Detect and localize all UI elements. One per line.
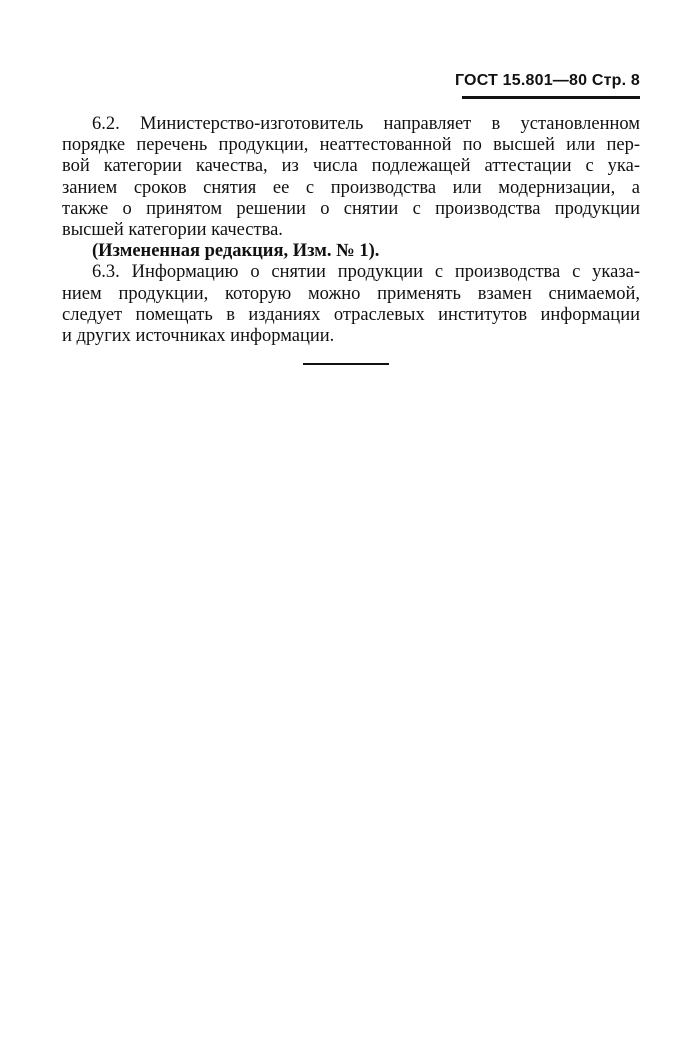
paragraph-line: занием сроков снятия ее с производства или модернизации, а: [62, 177, 640, 198]
paragraph-line: 6.3. Информацию о снятии продукции с производства с указа-: [92, 262, 640, 283]
paragraph-line: порядке перечень продукции, неаттестованной по высшей или пер-: [62, 135, 640, 156]
paragraph-line: высшей категории качества.: [62, 220, 283, 241]
paragraph-line: 6.2. Министерство-изготовитель направляет в установленном: [92, 114, 640, 134]
paragraph-line: следует помещать в изданиях отраслевых институтов информации: [62, 304, 640, 325]
paragraph-line: и других источниках информации.: [62, 326, 335, 347]
paragraph-line: нием продукции, которую можно применять взамен снимаемой,: [62, 283, 640, 304]
header-rule: [462, 96, 640, 99]
amendment-note: (Измененная редакция, Изм. № 1).: [92, 241, 380, 262]
paragraph-line: вой категории качества, из числа подлежащей аттестации с ука-: [62, 156, 640, 177]
section-6-2: [62, 114, 640, 241]
section-6-3: [62, 262, 640, 347]
page-header: [455, 72, 640, 90]
paragraph-line: также о принятом решении о снятии с производства продукции: [62, 198, 640, 219]
gost-page-label: ГОСТ 15.801—80 Стр. 8: [454, 72, 640, 89]
end-of-section-rule: [303, 363, 389, 365]
document-body: [62, 114, 640, 347]
